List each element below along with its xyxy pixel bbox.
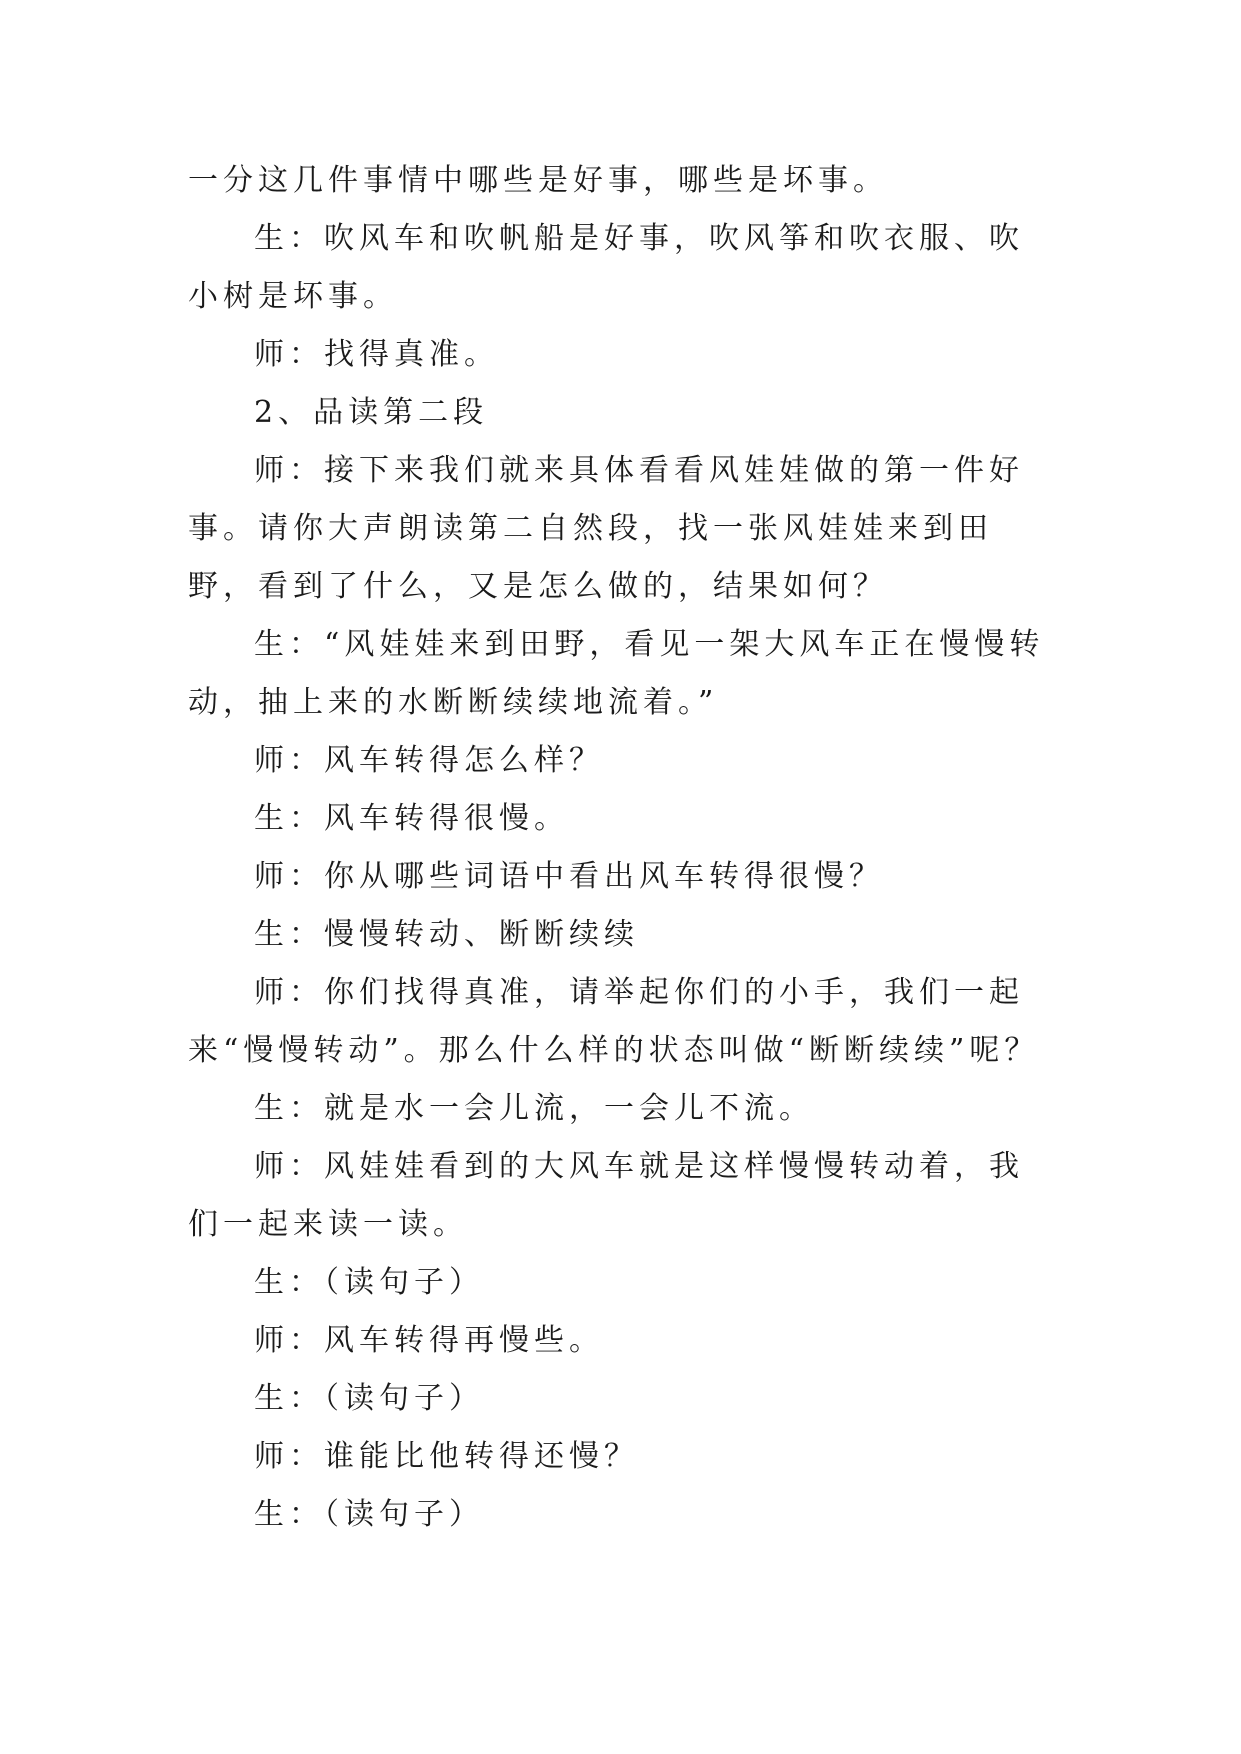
paragraph-teacher-instruction: 师：风娃娃看到的大风车就是这样慢慢转动着，我们一起来读一读。 <box>188 1149 1024 1242</box>
paragraph-teacher-question: 师：你从哪些词语中看出风车转得很慢？ <box>254 859 884 894</box>
paragraph-student-answer: 生：慢慢转动、断断续续 <box>254 917 639 952</box>
paragraph-teacher-instruction: 师：你们找得真准，请举起你们的小手，我们一起来“慢慢转动”。那么什么样的状态叫做“断断续续”呢？ <box>188 975 1040 1068</box>
section-heading: 2、品读第二段 <box>254 395 489 430</box>
paragraph-continuation: 一分这几件事情中哪些是好事，哪些是坏事。 <box>188 163 888 198</box>
paragraph-teacher-remark: 师：找得真准。 <box>254 337 499 372</box>
paragraph-student-reading: 生：（读句子） <box>254 1381 484 1416</box>
paragraph-student-quote: 生：“风娃娃来到田野，看见一架大风车正在慢慢转动，抽上来的水断断续续地流着。” <box>188 627 1045 720</box>
document-body <box>188 152 1058 1544</box>
paragraph-teacher-instruction: 师：接下来我们就来具体看看风娃娃做的第一件好事。请你大声朗读第二自然段，找一张风娃娃来到田野，看到了什么，又是怎么做的，结果如何？ <box>188 453 1024 604</box>
paragraph-teacher-question: 师：谁能比他转得还慢？ <box>254 1439 639 1474</box>
paragraph-student-answer: 生：就是水一会儿流，一会儿不流。 <box>254 1091 814 1126</box>
paragraph-student-reading: 生：（读句子） <box>254 1265 484 1300</box>
paragraph-student-reading: 生：（读句子） <box>254 1497 484 1532</box>
paragraph-teacher-question: 师：风车转得怎么样？ <box>254 743 604 778</box>
paragraph-student-answer: 生：吹风车和吹帆船是好事，吹风筝和吹衣服、吹小树是坏事。 <box>188 221 1024 314</box>
paragraph-teacher-instruction: 师：风车转得再慢些。 <box>254 1323 604 1358</box>
paragraph-student-answer: 生：风车转得很慢。 <box>254 801 569 836</box>
